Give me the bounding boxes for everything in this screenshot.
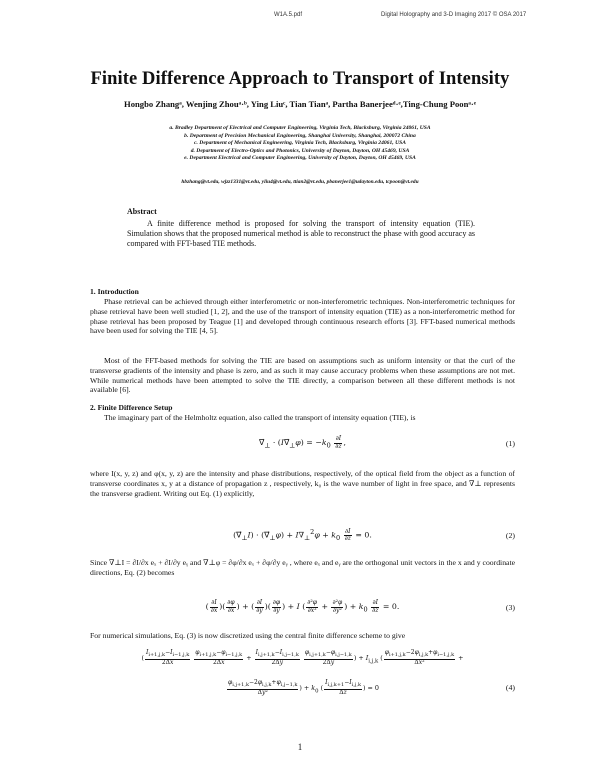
abstract-heading: Abstract <box>127 207 157 216</box>
equation-1-number: (1) <box>505 439 515 448</box>
affiliation-c: c. Department of Mechanical Engineering, Virginia Tech, Blacksburg, Virginia 24061, USA <box>194 140 406 147</box>
equation-3-number: (3) <box>505 603 515 612</box>
section-intro-heading: 1. Introduction <box>90 287 139 296</box>
affiliation-e: e. Department Electrical and Computer Engineering, University of Dayton, Dayton, OH 45469, USA <box>184 155 416 162</box>
equation-2-body: $(\nabla⃗_\perp I)$ · $(\nabla⃗_\perp\varphi) + I\nabla_\perp^2\varphi + k_0$ $\frac{\partial I}{\partial z}$ = 0. <box>233 527 372 543</box>
header-conference: Digital Holography and 3-D Imaging 2017 © OSA 2017 <box>381 12 527 18</box>
equation-4-line-1: ( $\frac{I_{i+1,j,k}-I_{i-1,j,k}}{2\Delta x}$ $\frac{\varphi_{i+1,j,k}-\varphi_{i-1,j,k}}{2\Delta x}$ + $\frac{I_{i,j+1,k}-I_{i,j-1,k}}{2\Delta y}$ $\frac{\varphi_{i,j+1,k}-\varphi_{i,j-1,k}}{2\Delta y}$ ) + $I_{i,j,k}$ ( $\frac{\varphi_{i+1,j,k}-2\varphi_{i,j,k}+\varphi_{i-1,j,k}}{\text{Δx²}}$ + <box>141 649 464 666</box>
section-fd-heading: 2. Finite Difference Setup <box>90 403 173 412</box>
intro-paragraph-2: Most of the FFT-based methods for solving the TIE are based on assumptions such as uniform intensity or that the curl of the transverse gradients of the intensity and phase is zero, and as such it may cause accuracy problems when these assumptions are not met. While numerical methods have been attempted to solve the TIE directly, a comparison between all these different methods is not available [6]. <box>90 356 515 395</box>
affiliations <box>0 125 600 163</box>
equation-3 <box>90 600 515 620</box>
equation-2-number: (2) <box>505 531 515 540</box>
equation-1-body: $\nabla⃗_\perp$ · $(I\nabla⃗_\perp\varphi) = -k_0$ $\frac{\partial I}{\partial z}$ , <box>259 435 346 450</box>
equation-4 <box>90 650 515 710</box>
affiliation-d: d. Department of Electro-Optics and Photonics, University of Dayton, Dayton, OH 45469, USA <box>190 147 410 154</box>
fd-paragraph-2: where I(x, y, z) and φ(x, y, z) are the intensity and phase distributions, respectively, of the optical field from the object as a function of transverse coordinates x, y at a distance of propagation z , respectively, k₀ is the wave number of light in free space, and ∇⊥ represents the transverse gradient. Writing out Eq. (1) explicitly, <box>90 469 515 498</box>
fd-paragraph-1: The imaginary part of the Helmholtz equation, also called the transport of intensity equation (TIE), is <box>104 413 416 422</box>
equation-2 <box>90 528 515 548</box>
header-filename: W1A.5.pdf <box>274 12 303 18</box>
affiliation-b: b. Department of Precision Mechanical Engineering, Shanghai University, Shanghai, 200072 China <box>184 132 416 139</box>
intro-paragraph-1: Phase retrieval can be achieved through either interferometric or non-interferometric techniques. Non-interferometric techniques for phase retrieval have been well studied [1, 2], and the use of the transport of intensity equation (TIE) as a non-interferometric method for phase retrieval has been proposed by Teague [1] and developed through continuous research efforts [3]. FFT-based numerical methods have been used for solving the TIE [4, 5]. <box>90 297 515 336</box>
equation-1 <box>90 436 515 456</box>
fd-paragraph-3: Since ∇⊥I = ∂I/∂x eₓ + ∂I/∂y eᵧ and ∇⊥φ = ∂φ/∂x eₓ + ∂φ/∂y eᵧ , where eₓ and eᵧ are the orthogonal unit vectors in the x and y coordinate directions, Eq. (2) becomes <box>90 558 515 577</box>
author-list: Hongbo Zhangᵃ, Wenjing Zhouᵃ·ᵇ, Ying Liuᶜ, Tian Tianᵃ, Partha Banerjeeᵈ·ᵉ,Ting-Chung Poonᵃ·ᵉ <box>124 99 476 109</box>
affiliation-a: a. Bradley Department of Electrical and Computer Engineering, Virginia Tech, Blacksburg, Virginia 24061, USA <box>169 125 431 131</box>
page-number: 1 <box>297 742 303 752</box>
author-emails: hbzhang@vt.edu, wjzz1331@vt.edu, yliu4@vt.edu, ttian2@vt.edu, pbanerjee1@udayton.edu, tcpoon@vt.edu <box>181 179 419 185</box>
equation-4-number: (4) <box>505 683 515 692</box>
equation-3-body: ( $\frac{\partial I}{\partial x}$ )( $\frac{\partial\varphi}{\partial x}$ ) + ( $\frac{\partial I}{\partial y}$ )( $\frac{\partial\varphi}{\partial y}$ ) + I ( $\frac{\text{∂²φ}}{\text{∂x²}}$ + $\frac{\text{∂²φ}}{\text{∂y²}}$ ) + $k_0$ $\frac{\partial I}{\partial z}$ = 0. <box>205 599 400 614</box>
fd-paragraph-4: For numerical simulations, Eq. (3) is now discretized using the central finite difference scheme to give <box>90 631 406 640</box>
paper-title: Finite Difference Approach to Transport of Intensity <box>90 69 510 89</box>
abstract-text: A finite difference method is proposed for solving the transport of intensity equation (TIE). Simulation shows that the proposed numerical method is able to reconstruct the phase with good accuracy as compared with FFT-based TIE methods. <box>127 219 475 248</box>
equation-4-line-2: $\frac{\varphi_{i,j+1,k}-2\varphi_{i,j,k}+\varphi_{i,j-1,k}}{\text{Δy²}}$ ) + $k_0$ ( $\frac{I_{i,j,k+1}-I_{i,j,k}}{\Delta z}$ ) = 0 <box>228 679 379 696</box>
